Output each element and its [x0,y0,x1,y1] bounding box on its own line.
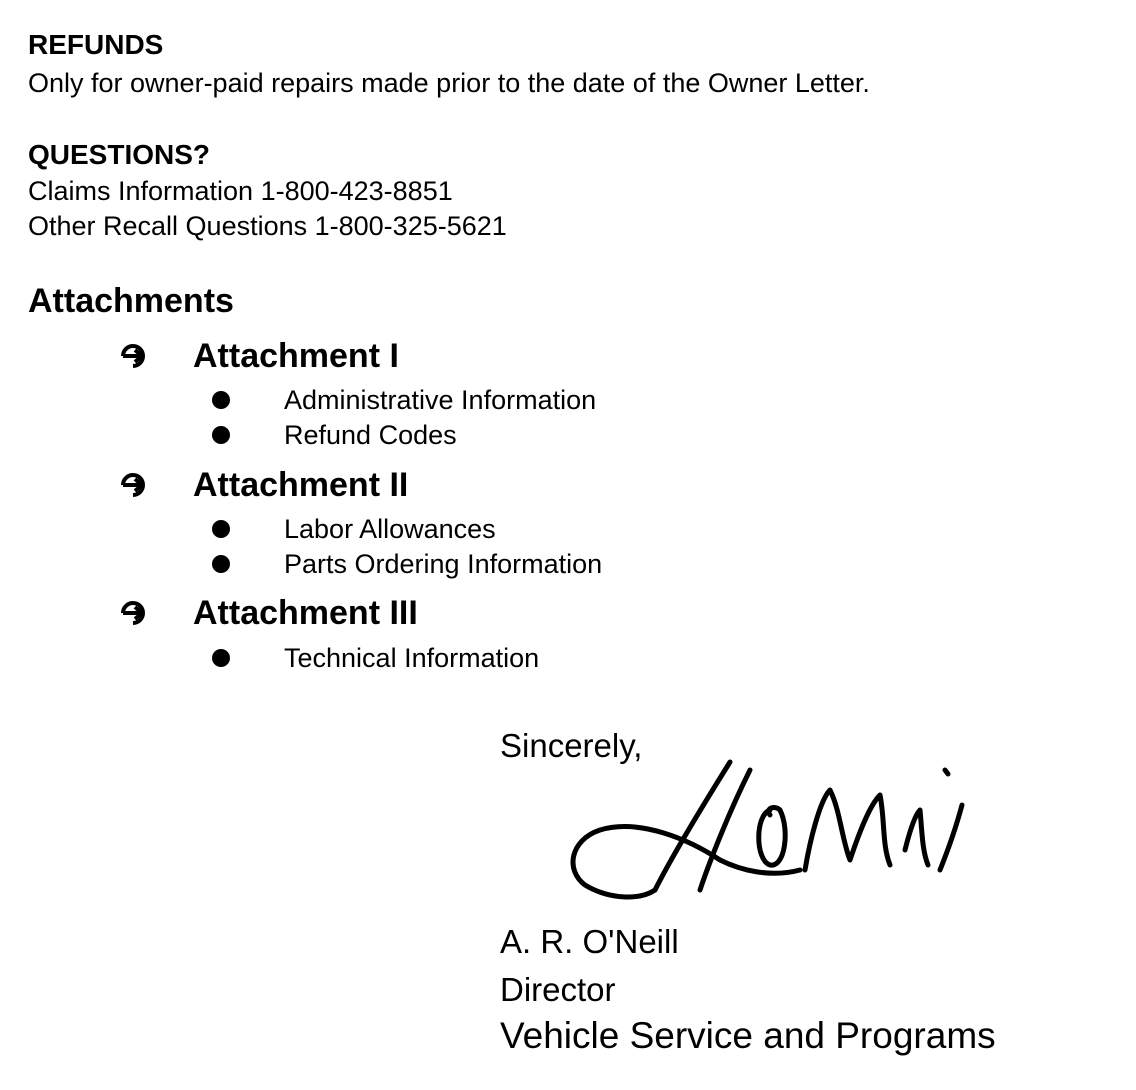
questions-heading: QUESTIONS? [28,139,211,170]
signer-department: Vehicle Service and Programs [500,1015,996,1056]
bullet-icon [212,555,230,573]
bullet-icon [212,649,230,667]
attachment-3-title: Attachment III [193,594,418,632]
attachment-2-title: Attachment II [193,466,409,504]
right-arrow-icon [120,473,150,497]
attachment-2-bullet-2: Parts Ordering Information [284,549,603,579]
salutation: Sincerely, [500,727,643,764]
attachment-3-bullet-1: Technical Information [284,643,540,673]
other-recall-line: Other Recall Questions 1-800-325-5621 [28,211,507,241]
attachment-1-bullet-1: Administrative Information [284,385,597,415]
right-arrow-icon [120,344,150,368]
attachments-heading: Attachments [28,282,234,320]
signer-name: A. R. O'Neill [500,923,679,960]
claims-info-line: Claims Information 1-800-423-8851 [28,176,453,206]
bullet-icon [212,426,230,444]
attachment-1-bullet-2: Refund Codes [284,420,457,450]
bullet-icon [212,520,230,538]
attachment-2-bullet-1: Labor Allowances [284,514,496,544]
right-arrow-icon [120,601,150,625]
signature-image [560,750,980,900]
attachment-1-title: Attachment I [193,337,399,375]
signer-title: Director [500,971,616,1008]
refunds-text: Only for owner-paid repairs made prior to the date of the Owner Letter. [28,68,870,98]
refunds-heading: REFUNDS [28,29,164,60]
bullet-icon [212,391,230,409]
